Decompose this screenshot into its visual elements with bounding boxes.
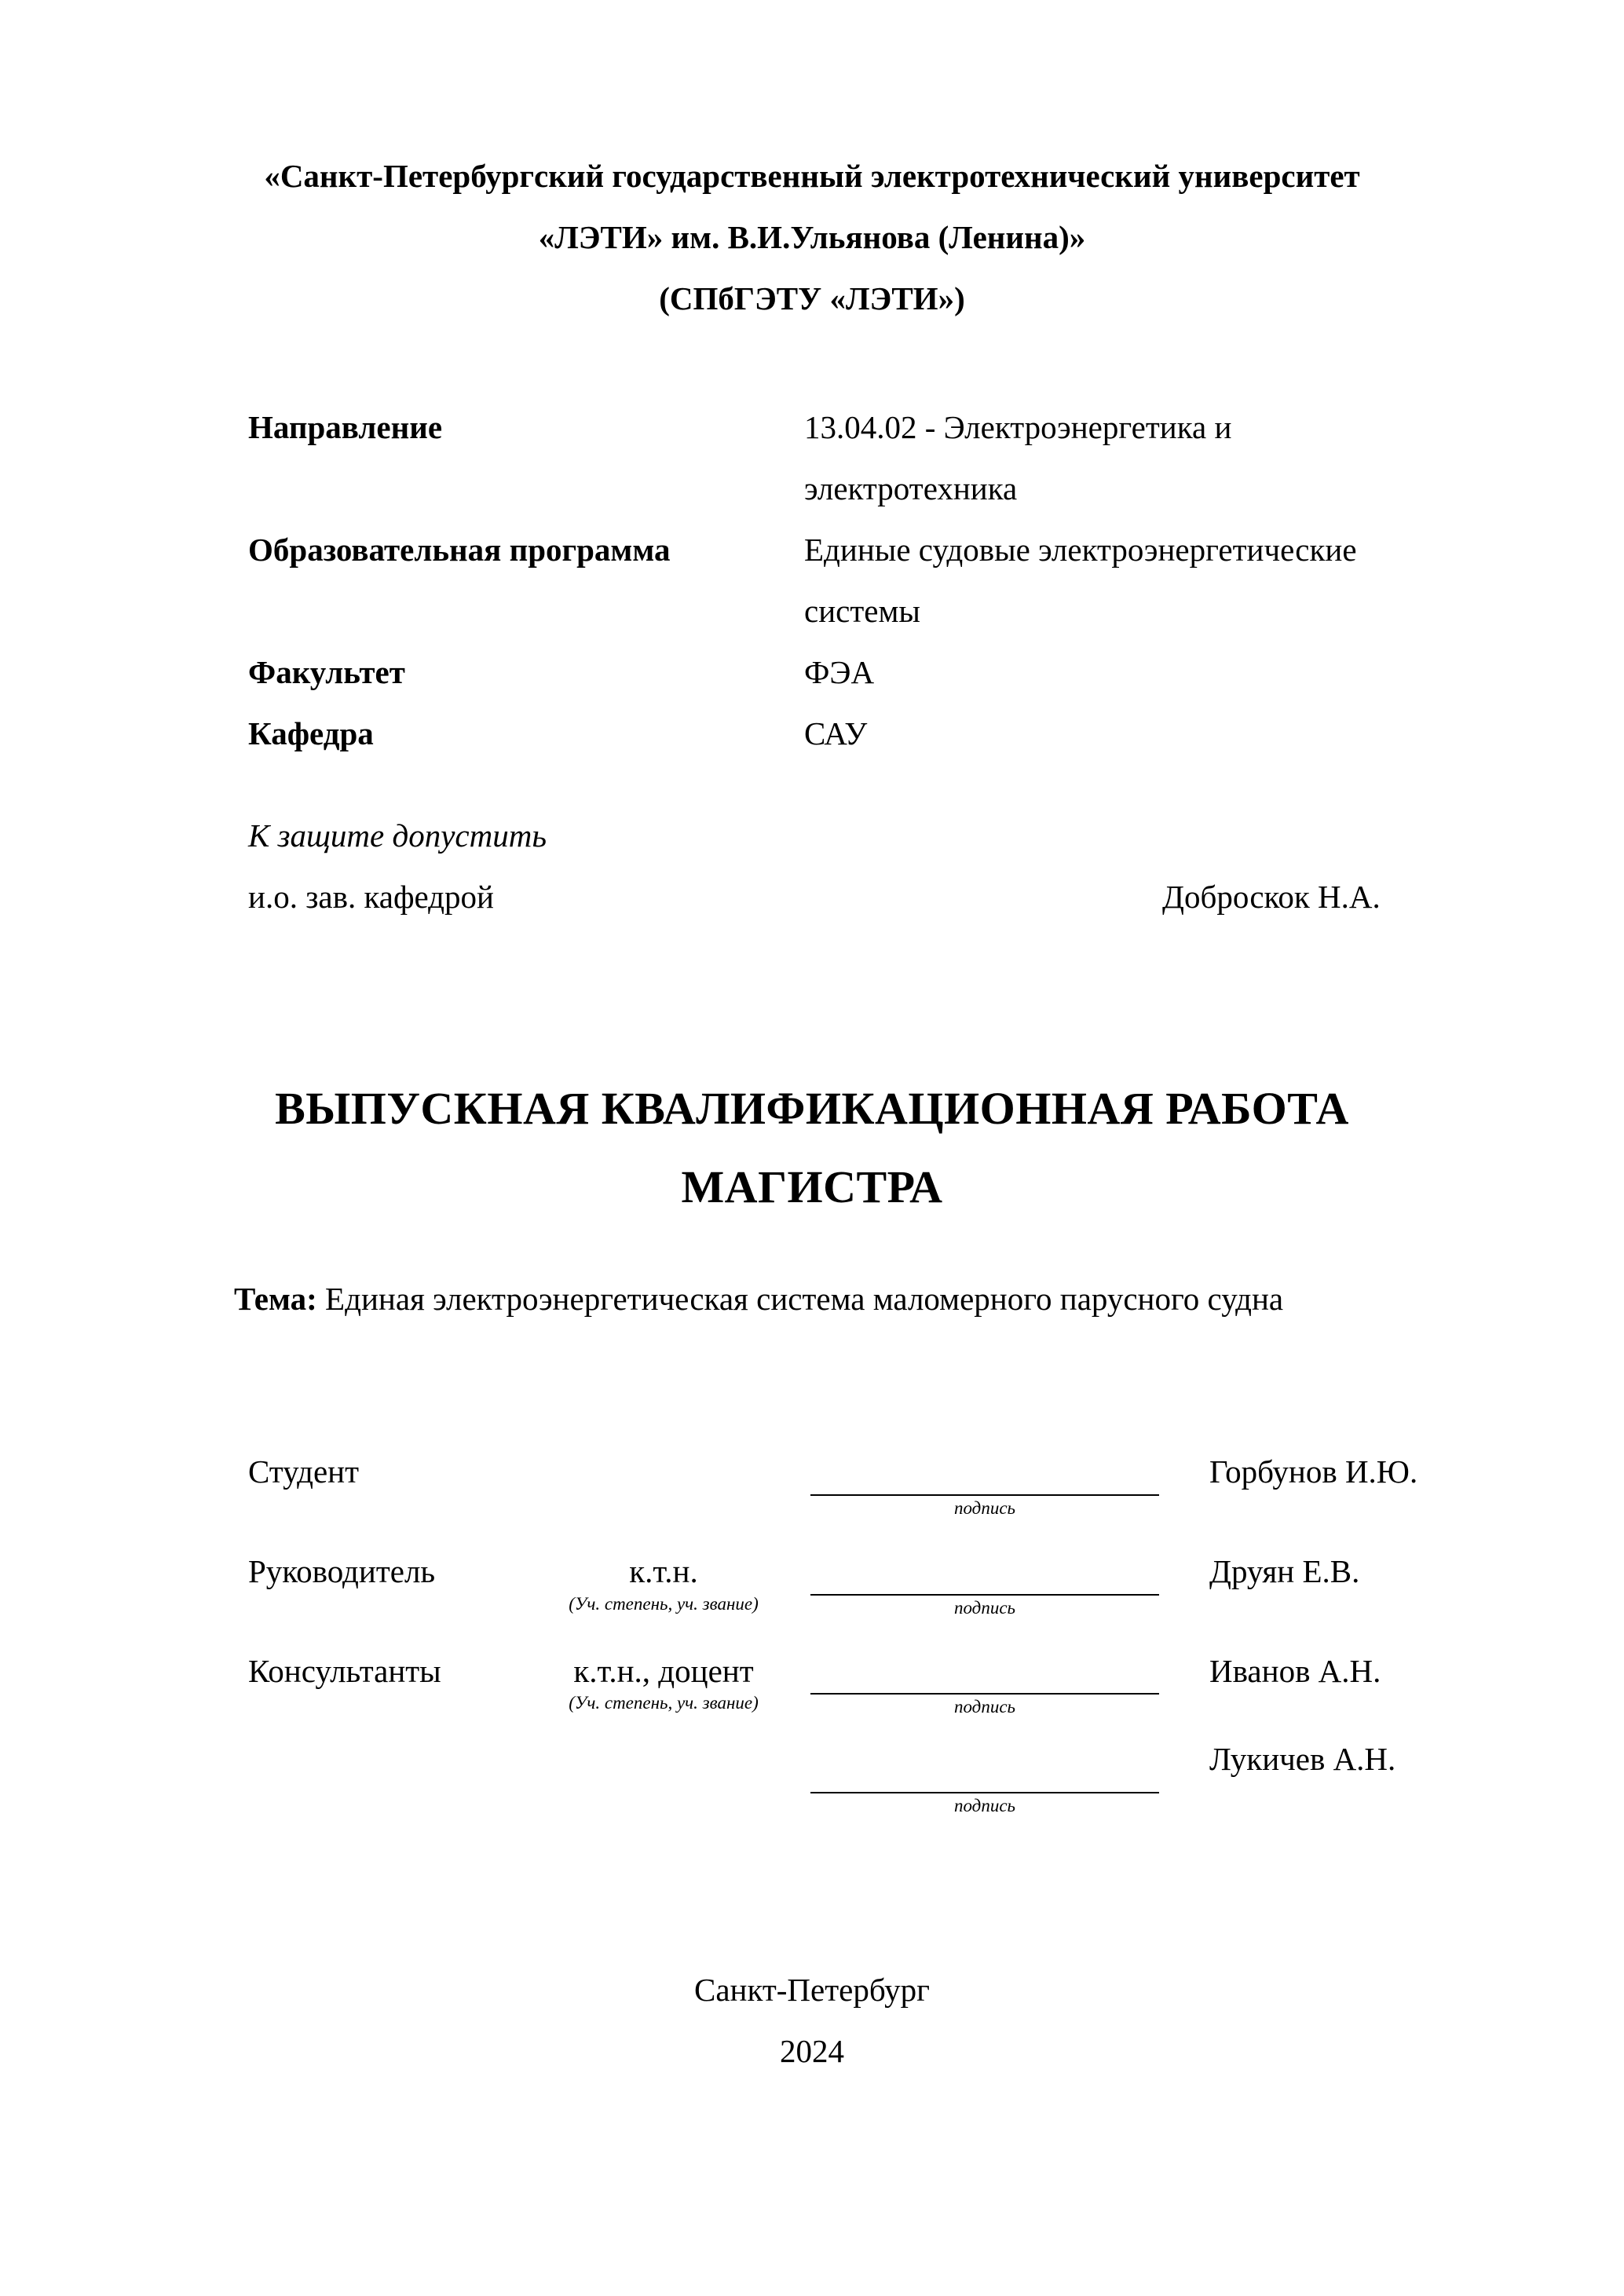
supervisor-role: Руководитель — [248, 1553, 436, 1589]
faculty-label: Факультет — [248, 654, 405, 690]
consultant1-name: Иванов А.Н. — [1209, 1653, 1381, 1689]
supervisor-degree-caption: (Уч. степень, уч. звание) — [569, 1594, 759, 1614]
consultants-degree-caption: (Уч. степень, уч. звание) — [569, 1693, 759, 1713]
admission-heading: К защите допустить — [248, 817, 547, 854]
supervisor-signature-caption: подпись — [953, 1598, 1015, 1618]
department-value: САУ — [804, 715, 868, 751]
admission-role: и.о. зав. кафедрой — [248, 879, 494, 915]
thesis-topic — [234, 1280, 1283, 1318]
consultant2-name: Лукичев А.Н. — [1209, 1741, 1396, 1777]
faculty-value: ФЭА — [804, 654, 875, 690]
university-name-line2: «ЛЭТИ» им. В.И.Ульянова (Ленина)» — [538, 219, 1086, 255]
consultants-role: Консультанты — [248, 1653, 441, 1689]
student-name: Горбунов И.Ю. — [1209, 1453, 1418, 1490]
year: 2024 — [780, 2033, 844, 2069]
consultants-degree: к.т.н., доцент — [573, 1653, 754, 1689]
direction-value-line2: электротехника — [804, 470, 1018, 506]
department-head-name: Доброскок Н.А. — [1162, 879, 1381, 915]
program-value-line1: Единые судовые электроэнергетические — [804, 532, 1357, 568]
program-value-line2: системы — [804, 593, 920, 629]
consultant2-signature-caption: подпись — [953, 1796, 1015, 1815]
university-name-line1: «Санкт-Петербургский государственный электротехнический университет — [264, 158, 1360, 194]
student-signature-line — [810, 1494, 1159, 1496]
consultant1-signature-line — [810, 1693, 1159, 1695]
city: Санкт-Петербург — [694, 1972, 930, 2008]
direction-label: Направление — [248, 409, 443, 445]
topic-text: Единая электроэнергетическая система маломерного парусного судна — [325, 1281, 1284, 1317]
supervisor-degree: к.т.н. — [629, 1553, 698, 1589]
consultant2-signature-line — [810, 1792, 1159, 1793]
supervisor-name: Друян Е.В. — [1209, 1553, 1360, 1589]
consultant1-signature-caption: подпись — [953, 1697, 1015, 1717]
topic-label: Тема: — [234, 1281, 317, 1317]
program-label: Образовательная программа — [248, 532, 671, 568]
department-label: Кафедра — [248, 715, 374, 751]
university-abbreviation: (СПбГЭТУ «ЛЭТИ») — [659, 280, 965, 316]
thesis-title-line1: ВЫПУСКНАЯ КВАЛИФИКАЦИОННАЯ РАБОТА — [275, 1083, 1349, 1134]
direction-value-line1: 13.04.02 - Электроэнергетика и — [804, 409, 1232, 445]
student-role: Студент — [248, 1453, 360, 1490]
supervisor-signature-line — [810, 1594, 1159, 1596]
thesis-title-line2: МАГИСТРА — [681, 1161, 943, 1212]
student-signature-caption: подпись — [953, 1498, 1015, 1518]
